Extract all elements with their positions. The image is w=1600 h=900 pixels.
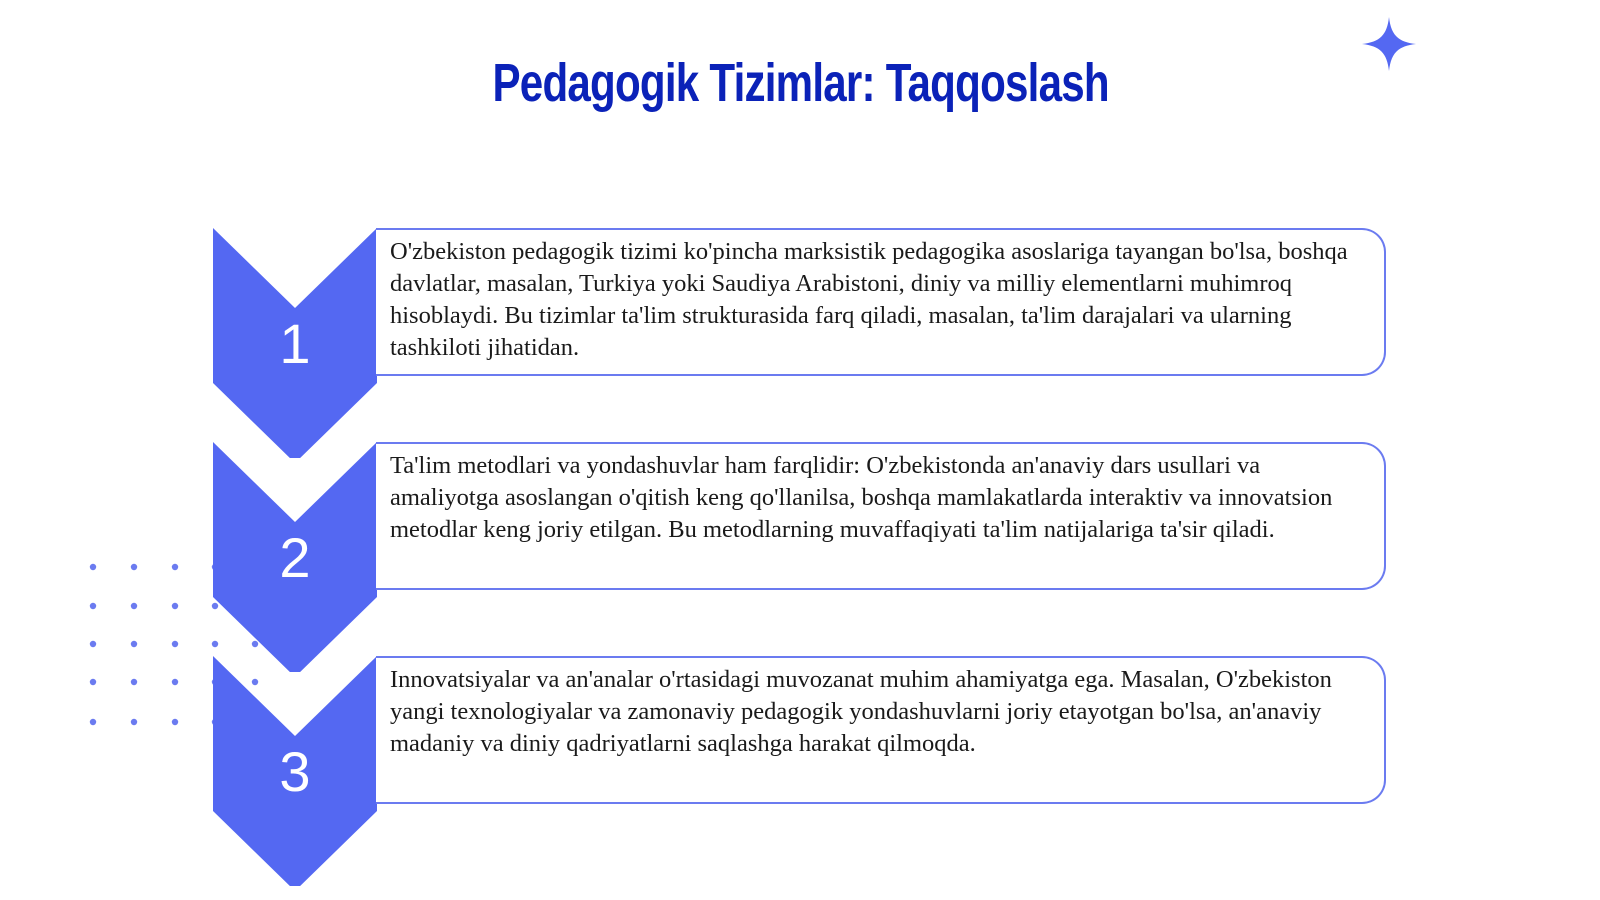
step-3-text: Innovatsiyalar va an'analar o'rtasidagi muvozanat muhim ahamiyatga ega. Masalan, O'zbekiston yangi texnologiyalar va zamonaviy pedagogik yondashuvlarni joriy etayotgan bo'lsa, an'anaviy madaniy va diniy qadriyatlarni saqlashga harakat qilmoqda.	[390, 666, 1332, 757]
step-2-card	[376, 442, 1386, 590]
step-3-number: 3	[279, 740, 311, 803]
step-1-number: 1	[279, 312, 311, 375]
step-1-card	[376, 228, 1386, 376]
step-2-text: Ta'lim metodlari va yondashuvlar ham farqlidir: O'zbekistonda an'anaviy dars usullari va amaliyotga asoslangan o'qitish keng qo'llanilsa, boshqa mamlakatlarda interaktiv va innovatsion metodlar keng joriy etilgan. Bu metodlarning muvaffaqiyati ta'lim natijalariga ta'sir qiladi.	[390, 452, 1333, 543]
slide-title: Pedagogik Tizimlar: Taqqoslash	[492, 53, 1109, 113]
step-2-number: 2	[279, 526, 311, 589]
four-point-star-icon	[1362, 17, 1416, 71]
step-3-card	[376, 656, 1386, 804]
step-1-text: O'zbekiston pedagogik tizimi ko'pincha marksistik pedagogika asoslariga tayangan bo'lsa, boshqa davlatlar, masalan, Turkiya yoki Saudiya Arabistoni, diniy va milliy elementlarni muhimroq hisoblaydi. Bu tizimlar ta'lim strukturasida farq qiladi, masalan, ta'lim darajalari va ularning tashkiloti jihatidan.	[390, 238, 1348, 361]
